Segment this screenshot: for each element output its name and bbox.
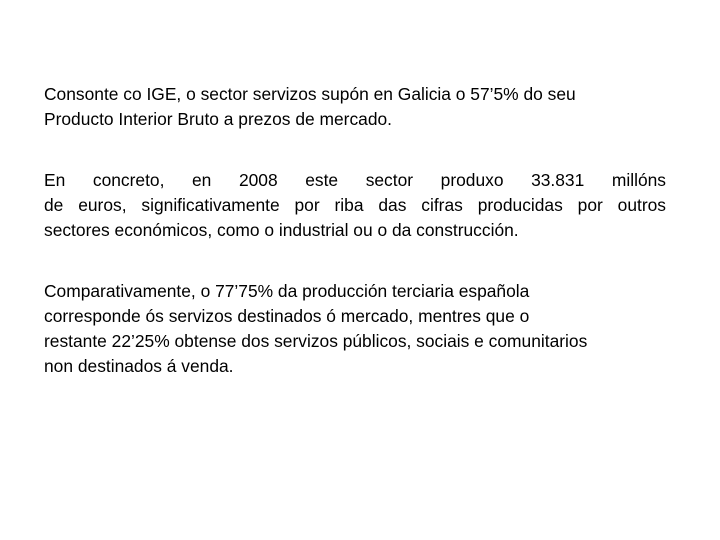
paragraph-line: sectores económicos, como o industrial ou o da construcción.: [44, 220, 519, 240]
paragraph-line: corresponde ós servizos destinados ó mercado, mentres que o: [44, 306, 530, 326]
paragraph-line: Comparativamente, o 77’75% da producción terciaria española: [44, 281, 530, 301]
paragraph-spain-comparison: [44, 279, 684, 379]
paragraph-line: restante 22’25% obtense dos servizos públicos, sociais e comunitarios: [44, 331, 588, 351]
paragraph-line: non destinados á venda.: [44, 356, 234, 376]
paragraph-line: de euros, significativamente por riba das cifras producidas por outros: [44, 195, 666, 215]
paragraph-line: Consonte co IGE, o sector servizos supón en Galicia o 57’5% do seu: [44, 84, 576, 104]
paragraph-line: Producto Interior Bruto a prezos de mercado.: [44, 109, 392, 129]
paragraph-line: En concreto, en 2008 este sector produxo 33.831 millóns: [44, 170, 666, 190]
paragraph-2008-output: [44, 168, 684, 243]
paragraph-gdp-share: [44, 82, 684, 132]
